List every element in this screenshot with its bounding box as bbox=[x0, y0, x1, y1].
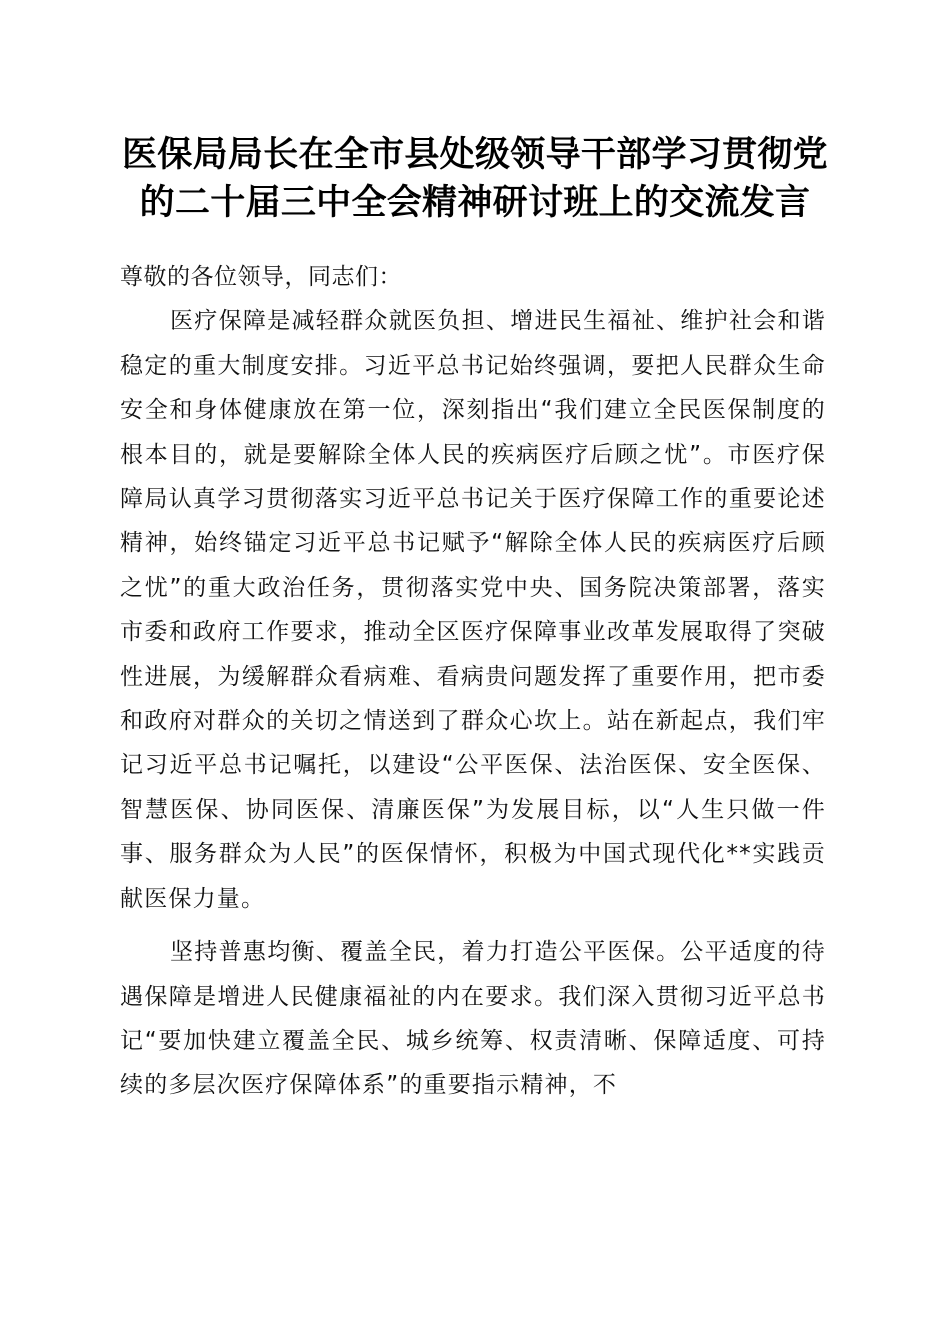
salutation: 尊敬的各位领导，同志们： bbox=[120, 264, 402, 290]
body-paragraph-1: 医疗保障是减轻群众就医负担、增进民生福祉、维护社会和谐稳定的重大制度安排。习近平总书记始终强调，要把人民群众生命安全和身体健康放在第一位，深刻指出“我们建立全民医保制度的根本目的，就是要解除全体人民的疾病医疗后顾之忧”。市医疗保障局认真学习贯彻落实习近平总书记关于医疗保障工作的重要论述精神，始终锚定习近平总书记赋予“解除全体人民的疾病医疗后顾之忧”的重大政治任务，贯彻落实党中央、国务院决策部署，落实市委和政府工作要求，推动全区医疗保障事业改革发展取得了突破性进展，为缓解群众看病难、看病贵问题发挥了重要作用，把市委和政府对群众的关切之情送到了群众心坎上。站在新起点，我们牢记习近平总书记嘱托，以建设“公平医保、法治医保、安全医保、智慧医保、协同医保、清廉医保”为发展目标，以“人生只做一件事、服务群众为人民”的医保情怀，积极为中国式现代化**实践贡献医保力量。 bbox=[120, 308, 826, 912]
document-title-line-2: 的二十届三中全会精神研讨班上的交流发言 bbox=[139, 182, 811, 223]
document-title bbox=[100, 131, 850, 227]
document-title-line-1: 医保局局长在全市县处级领导干部学习贯彻党 bbox=[121, 134, 828, 175]
body-paragraph-2: 坚持普惠均衡、覆盖全民，着力打造公平医保。公平适度的待遇保障是增进人民健康福祉的内在要求。我们深入贯彻习近平总书记“要加快建立覆盖全民、城乡统筹、权责清晰、保障适度、可持续的多层次医疗保障体系”的重要指示精神，不 bbox=[120, 939, 826, 1099]
document-body bbox=[120, 255, 826, 1108]
